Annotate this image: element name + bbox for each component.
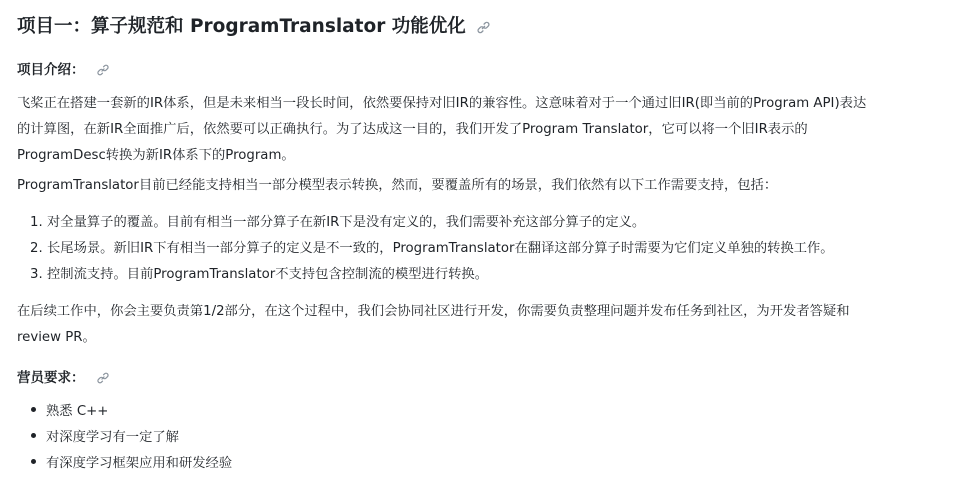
list-item <box>31 425 179 451</box>
intro-paragraph-3 <box>17 299 947 351</box>
page-title <box>17 14 492 40</box>
link-icon[interactable] <box>95 370 111 386</box>
bullet-icon <box>31 433 36 438</box>
link-icon[interactable] <box>95 62 111 78</box>
intro-heading <box>17 60 111 80</box>
bullet-icon <box>31 407 36 412</box>
list-item <box>30 262 488 288</box>
list-item <box>31 399 108 425</box>
paragraph-line: 飞桨正在搭建一套新的IR体系，但是未来相当一段长时间，依然要保持对旧IR的兼容性。这意味着对于一个通过旧IR(即当前的Program API)表达 <box>17 96 867 111</box>
list-item-text: 控制流支持。目前ProgramTranslator不支持包含控制流的模型进行转换。 <box>47 267 489 282</box>
requirements-heading <box>17 368 111 388</box>
list-item-text: 对全量算子的覆盖。目前有相当一部分算子在新IR下是没有定义的，我们需要补充这部分算子的定义。 <box>47 215 646 230</box>
list-number: 1. <box>30 215 43 230</box>
paragraph-line: ProgramTranslator目前已经能支持相当一部分模型表示转换，然而，要覆盖所有的场景，我们依然有以下工作需要支持，包括： <box>17 178 778 193</box>
paragraph-line: review PR。 <box>17 330 96 345</box>
intro-paragraph-2 <box>17 173 947 199</box>
list-item <box>31 451 232 477</box>
page-title-text: 项目一：算子规范和 ProgramTranslator 功能优化 <box>17 16 466 37</box>
list-number: 3. <box>30 267 43 282</box>
paragraph-line: 的计算图，在新IR全面推广后，依然要可以正确执行。为了达成这一目的，我们开发了Program Translator，它可以将一个旧IR表示的 <box>17 122 808 137</box>
bullet-icon <box>31 459 36 464</box>
list-item <box>30 210 645 236</box>
list-item <box>30 236 834 262</box>
list-number: 2. <box>30 241 43 256</box>
list-item-text: 对深度学习有一定了解 <box>46 430 179 445</box>
list-item-text: 有深度学习框架应用和研发经验 <box>46 456 233 471</box>
requirements-heading-text: 营员要求： <box>17 370 85 386</box>
intro-heading-text: 项目介绍： <box>17 62 85 78</box>
list-item-text: 长尾场景。新旧IR下有相当一部分算子的定义是不一致的，ProgramTranslator在翻译这部分算子时需要为它们定义单独的转换工作。 <box>47 241 834 256</box>
paragraph-line: ProgramDesc转换为新IR体系下的Program。 <box>17 148 295 163</box>
paragraph-line: 在后续工作中，你会主要负责第1/2部分，在这个过程中，我们会协同社区进行开发，你需要负责整理问题并发布任务到社区，为开发者答疑和 <box>17 304 850 319</box>
intro-paragraph-1 <box>17 91 947 169</box>
list-item-text: 熟悉 C++ <box>46 404 109 419</box>
link-icon[interactable] <box>476 19 492 35</box>
